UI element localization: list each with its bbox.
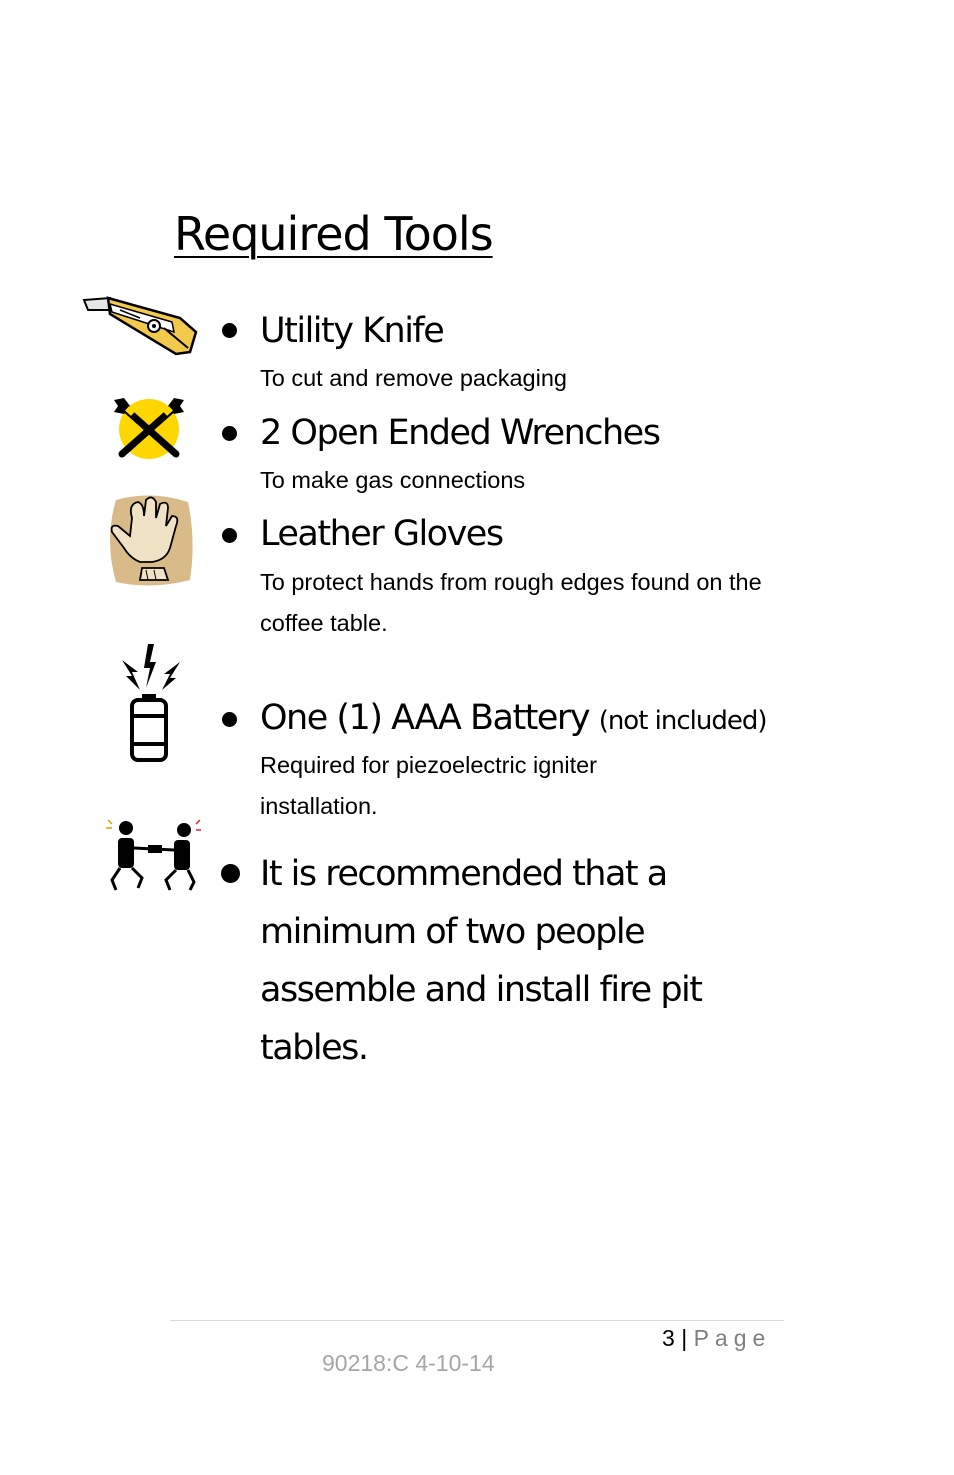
item-description-battery: Required for piezoelectric igniter installation. bbox=[260, 752, 597, 819]
two-people-icon bbox=[104, 818, 202, 894]
bullet-wrenches bbox=[222, 426, 237, 441]
bullet-utility-knife bbox=[222, 323, 237, 338]
bullet-gloves bbox=[222, 528, 237, 543]
item-description-wrenches: To make gas connections bbox=[260, 467, 526, 493]
footer-divider bbox=[170, 1320, 784, 1321]
battery-heading-main: One (1) AAA Battery bbox=[260, 698, 590, 738]
page-title: Required Tools bbox=[174, 207, 493, 261]
item-heading-wrenches: 2 Open Ended Wrenches bbox=[260, 413, 660, 453]
item-heading-battery bbox=[260, 696, 767, 743]
page-number bbox=[662, 1325, 771, 1352]
item-heading-gloves: Leather Gloves bbox=[260, 514, 503, 554]
bullet-battery bbox=[222, 712, 237, 727]
item-heading-utility-knife: Utility Knife bbox=[260, 311, 444, 351]
recommendation-text: It is recommended that a minimum of two people assemble and install fire pit tables. bbox=[260, 854, 702, 1068]
item-description-utility-knife: To cut and remove packaging bbox=[260, 365, 567, 391]
item-description-gloves: To protect hands from rough edges found on the coffee table. bbox=[260, 569, 762, 636]
battery-heading-note: (not included) bbox=[598, 706, 767, 736]
crossed-wrenches-icon bbox=[108, 396, 190, 462]
document-code: 90218:C 4-10-14 bbox=[322, 1350, 495, 1376]
page-word: Page bbox=[693, 1325, 772, 1351]
battery-icon bbox=[118, 644, 186, 764]
page-number-value: 3 bbox=[662, 1325, 675, 1351]
leather-gloves-icon bbox=[102, 490, 196, 590]
page-number-separator: | bbox=[681, 1325, 688, 1351]
utility-knife-icon bbox=[80, 292, 200, 358]
bullet-recommendation bbox=[221, 864, 240, 883]
